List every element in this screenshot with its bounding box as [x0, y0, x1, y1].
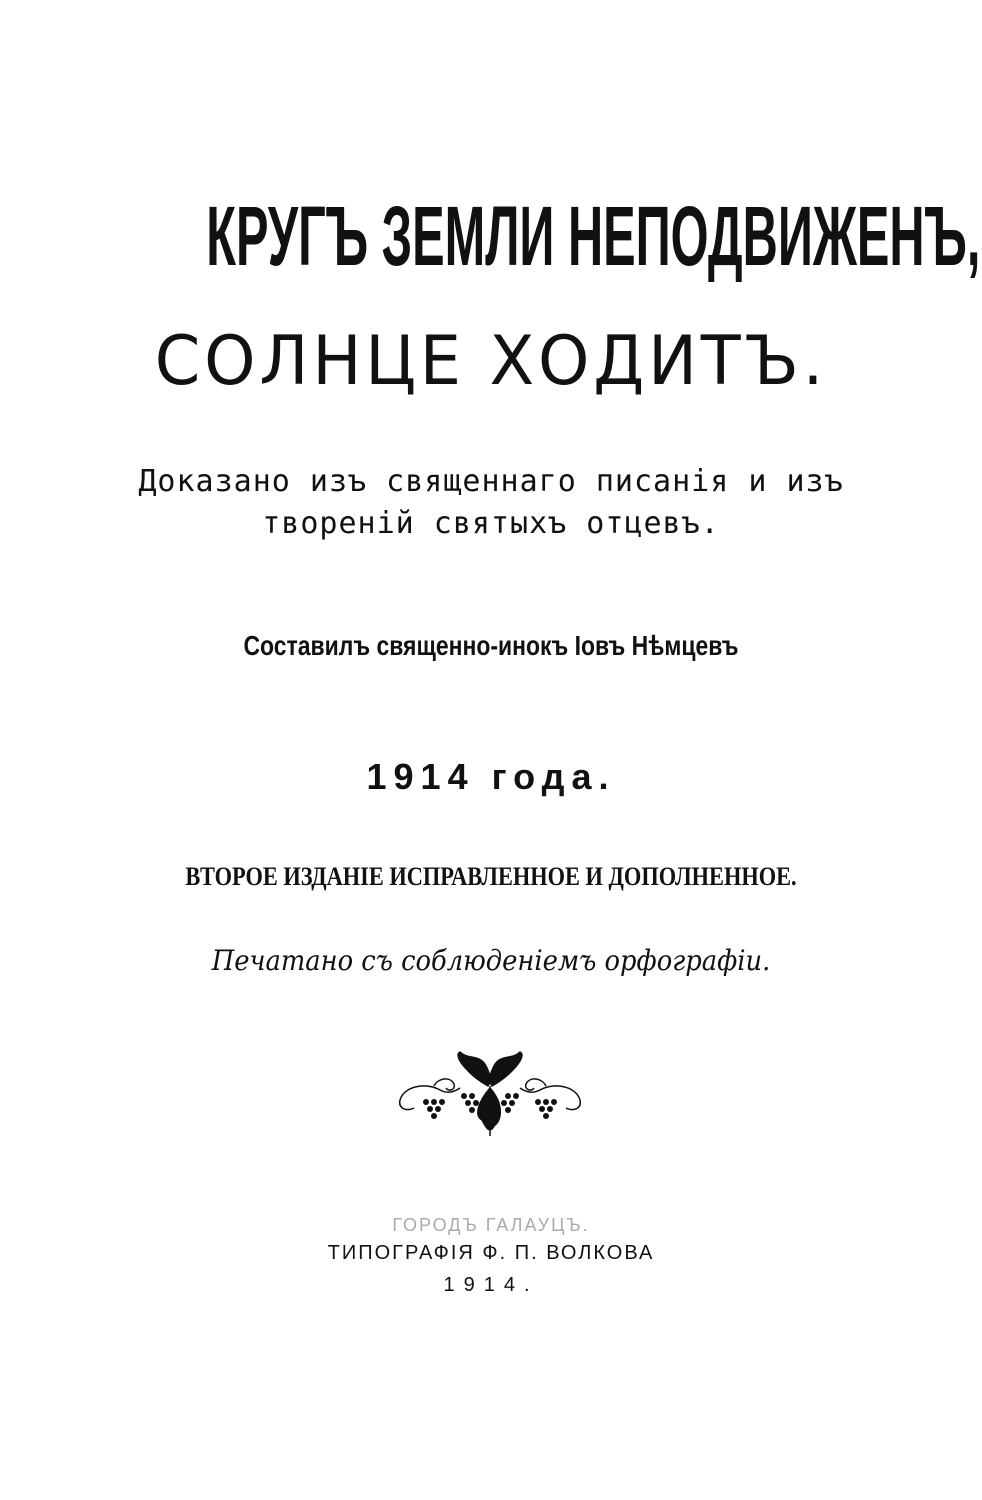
imprint-year: 1914. [443, 1274, 539, 1296]
imprint-press: ТИПОГРАФІЯ Ф. П. ВОЛКОВА [327, 1242, 655, 1264]
subtitle-line-1: Доказано изъ священнаго писанія и изъ [138, 464, 844, 499]
author-line: Составилъ священно-инокъ Іовъ Нѣмцевъ [243, 630, 739, 661]
title-line-1: КРУГЪ ЗЕМЛИ НЕПОДВИЖЕНЪ, [206, 189, 981, 283]
title-line-2: СОЛНЦЕ ХОДИТЪ. [154, 322, 828, 401]
edition-line: ВТОРОЕ ИЗДАНІЕ ИСПРАВЛЕННОЕ И ДОПОЛНЕННОЕ. [185, 862, 797, 891]
subtitle-line-2: твореній святыхъ отцевъ. [262, 506, 720, 541]
orthography-note: Печатано съ соблюденіемъ орфографіи. [211, 944, 771, 977]
grape-leaf-vignette-icon [390, 1046, 590, 1140]
imprint-place: ГОРОДЪ ГАЛАУЦЪ. [392, 1215, 590, 1235]
year-line: 1914 года. [366, 756, 616, 797]
